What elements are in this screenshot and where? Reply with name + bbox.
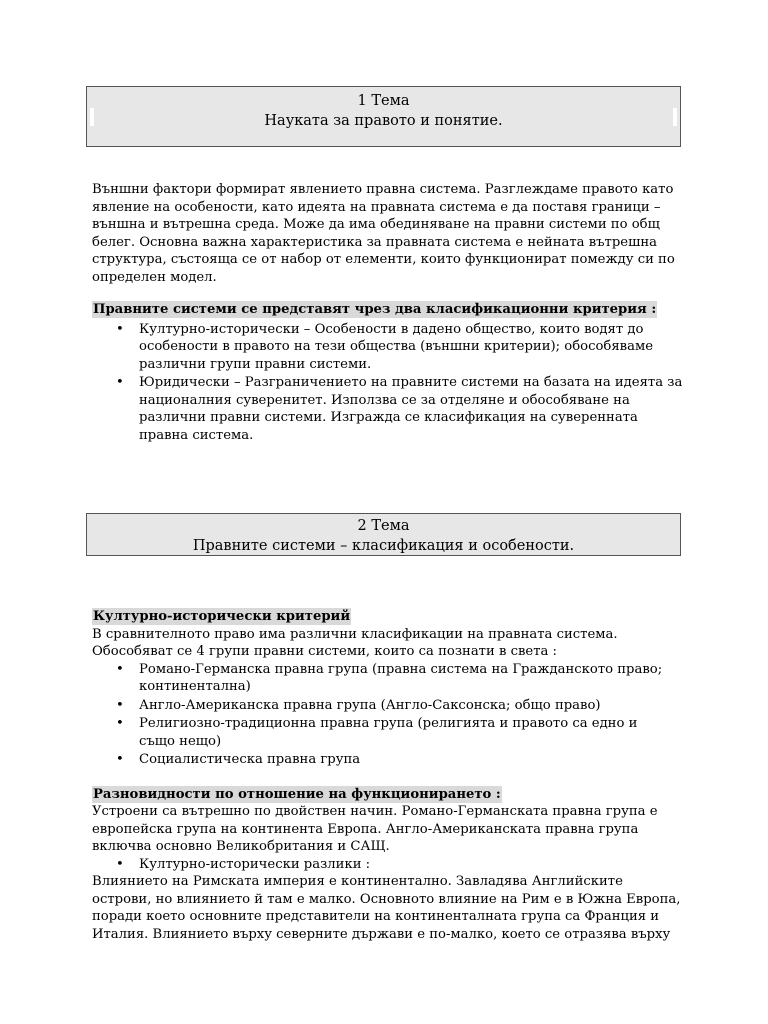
legal-groups-list — [92, 661, 692, 769]
criteria-heading: Правните системи се представят чрез два класификационни критерия : — [93, 302, 657, 317]
paragraph-line: Влиянието на Римската империя е континентално. Завладява Английските — [92, 874, 623, 889]
paragraph-line: В сравнителното право има различни класификации на правната система. — [92, 626, 618, 642]
list-item-line: • Романо-Германска правна група (правна система на Гражданското право; — [139, 661, 663, 677]
topic-1-title: Науката за правото и понятие. — [264, 113, 503, 129]
cultural-criterion-heading: Културно-исторически критерий — [93, 609, 351, 624]
list-item-line: • Социалистическа правна група — [139, 752, 361, 767]
paragraph-line: Обособяват се 4 групи правни системи, които са познати в света : — [92, 644, 557, 659]
topic-2-content — [92, 608, 692, 943]
paragraph-line: Италия. Влиянието върху северните държави е по-малко, което се отразява върху — [92, 926, 671, 942]
topic-2-title: Правните системи – класификация и особености. — [192, 538, 575, 554]
intro-line: външна и вътрешна среда. Може да има обединяване на правни системи по общ — [92, 217, 660, 232]
list-item-line: различни групи правни системи. — [139, 356, 372, 372]
paragraph-line: поради което основните представители на континенталната група са Франция и — [92, 909, 660, 924]
list-item-line: правна система. — [139, 427, 254, 443]
paragraph-line: острови, но влиянието й там е малко. Основното влияние на Рим е в Южна Европа, — [92, 891, 681, 907]
topic-2-number: 2 Тема — [357, 518, 410, 534]
varieties-heading: Разновидности по отношение на функционирането : — [93, 786, 501, 802]
topic-1-title-box — [86, 86, 681, 147]
topic-1-number: 1 Тема — [357, 93, 410, 109]
list-item-line: • Културно-исторически – Особености в дадено общество, които водят до — [139, 321, 644, 337]
list-item — [92, 697, 692, 715]
topic-1-intro — [92, 181, 692, 286]
list-item-line: • Религиозно-традиционна правна група (религията и правото са едно и — [139, 716, 638, 731]
intro-line: структура, състояща се от набор от елементи, които функционират помежду си по — [92, 252, 675, 267]
topic-1-criteria — [92, 301, 692, 444]
list-item-line: националния суверенитет. Използва се за отделяне и обособяване на — [139, 392, 630, 408]
list-item — [92, 374, 692, 444]
differences-list — [92, 856, 692, 874]
intro-line: явление на особености, като идеята на правната система е да поставя граници – — [92, 199, 661, 215]
list-item — [92, 321, 692, 374]
paragraph-line: европейска група на континента Европа. Англо-Американската правна група — [92, 821, 639, 837]
paragraph-line: включва основно Великобритания и САЩ. — [92, 839, 390, 854]
list-item-line: различни правни системи. Изгражда се класификация на суверенната — [139, 410, 638, 425]
list-item-line: • Англо-Американска правна група (Англо-Саксонска; общо право) — [139, 697, 601, 713]
list-item-line: • Културно-исторически разлики : — [139, 856, 371, 872]
intro-line: определен модел. — [92, 269, 217, 285]
list-item — [92, 715, 692, 750]
topic-2-title-box — [86, 513, 681, 556]
list-item-line: • Юридически – Разграничението на правните системи на базата на идеята за — [139, 375, 683, 390]
list-item — [92, 856, 692, 874]
list-item — [92, 751, 692, 769]
intro-line: Външни фактори формират явлението правна система. Разглеждаме правото като — [92, 182, 674, 197]
intro-line: белег. Основна важна характеристика за правната система е нейната вътрешна — [92, 234, 658, 250]
paragraph-line: Устроени са вътрешно по двойствен начин. Романо-Германската правна група е — [92, 804, 658, 819]
list-item-line: континентална) — [139, 679, 251, 694]
list-item-line: също нещо) — [139, 733, 222, 749]
criteria-list — [92, 321, 692, 445]
list-item-line: особености в правото на тези общества (външни критерии); обособяваме — [139, 339, 654, 354]
list-item — [92, 661, 692, 696]
